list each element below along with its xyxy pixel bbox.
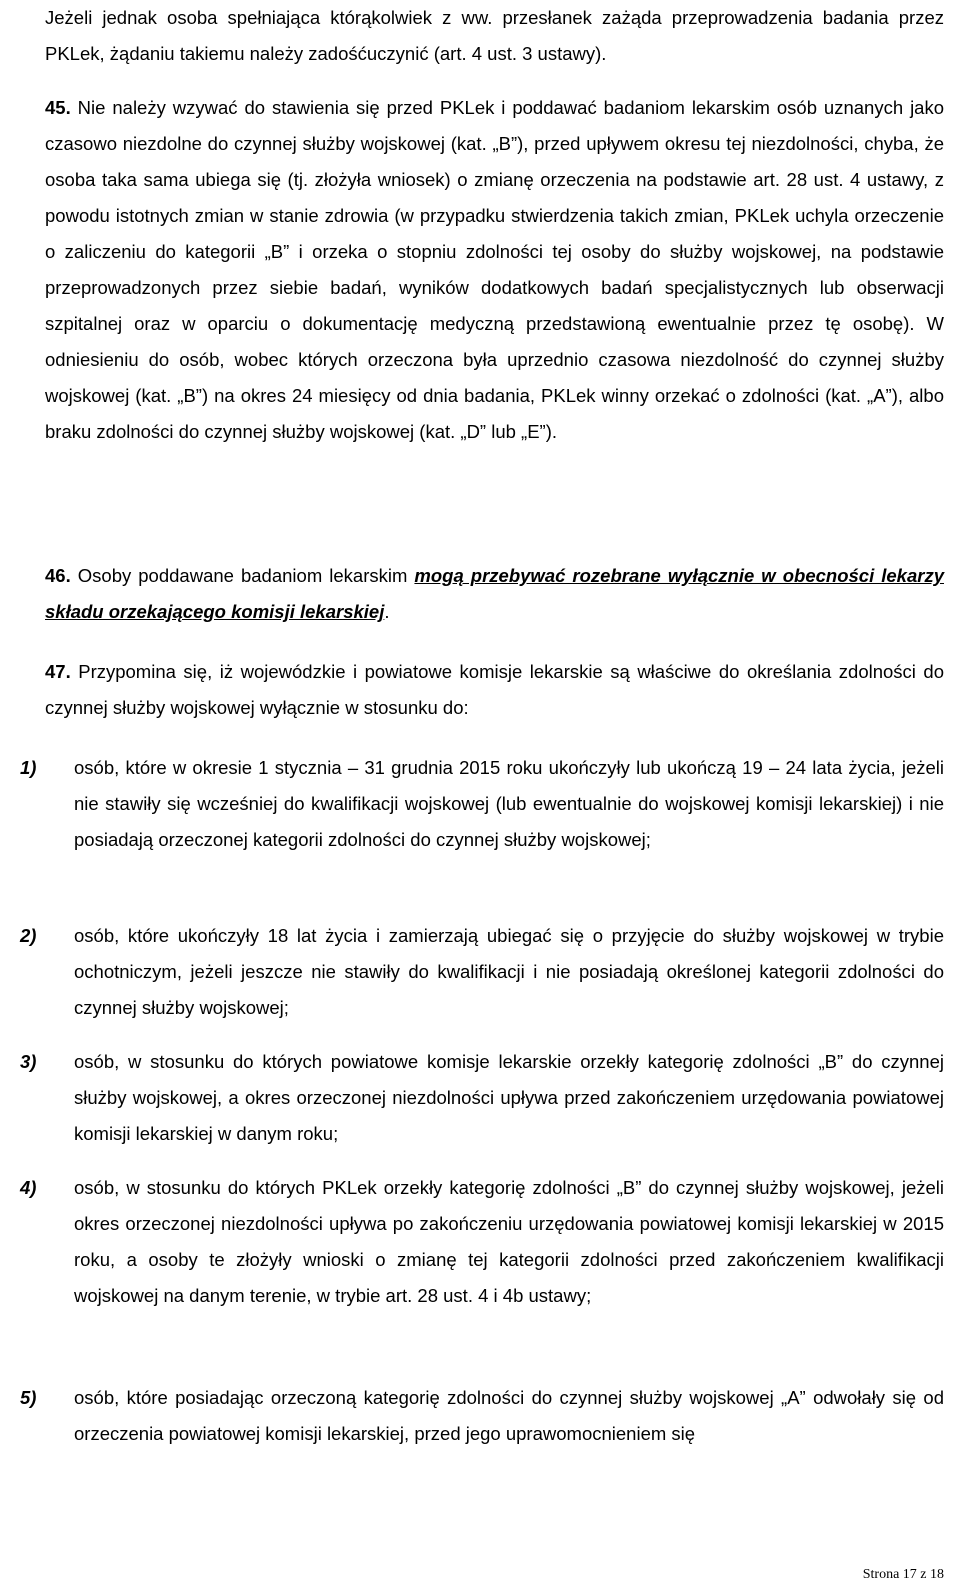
paragraph-45-number: 45. [45,97,71,118]
list-item-3-text: osób, w stosunku do których powiatowe komisje lekarskie orzekły kategorię zdolności „B” do czynnej służby wojskowej, a okres orzeczonej niezdolności upływa przed zakończeniem urzędowania powiatowej komisji lekarskiej w danym roku; [74,1051,944,1144]
paragraph-45-text: Nie należy wzywać do stawienia się przed PKLek i poddawać badaniom lekarskim osób uznanych jako czasowo niezdolne do czynnej służby wojskowej (kat. „B”), przed upływem okresu tej niezdolności, chyba, że osoba taka sama ubiega się (tj. złożyła wniosek) o zmianę orzeczenia na podstawie art. 28 ust. 4 ustawy, z powodu istotnych zmian w stanie zdrowia (w przypadku stwierdzenia takich zmian, PKLek uchyla orzeczenie o zaliczeniu do kategorii „B” i orzeka o stopniu zdolności tej osoby do służby wojskowej, na podstawie przeprowadzonych przez siebie badań, wyników dodatkowych badań specjalistycznych lub obserwacji szpitalnej oraz w oparciu o dokumentację medyczną przedstawioną ewentualnie przez tę osobę). W odniesieniu do osób, wobec których orzeczona była uprzednio czasowa niezdolność do czynnej służby wojskowej (kat. „B”) na okres 24 miesięcy od dnia badania, PKLek winny orzekać o zdolności (kat. „A”), albo braku zdolności do czynnej służby wojskowej (kat. „D” lub „E”). [45,97,945,442]
paragraph-45 [45,90,944,450]
list-item-1-text: osób, które w okresie 1 stycznia – 31 grudnia 2015 roku ukończyły lub ukończą 19 – 24 lata życia, jeżeli nie stawiły się wcześniej do kwalifikacji wojskowej (lub ewentualnie do wojskowej komisji lekarskiej) i nie posiadają orzeczonej kategorii zdolności do czynnej służby wojskowej; [74,757,944,850]
list-item-2-text: osób, które ukończyły 18 lat życia i zamierzają ubiegać się o przyjęcie do służby wojskowej w trybie ochotniczym, jeżeli jeszcze nie stawiły do kwalifikacji i nie posiadają określonej kategorii zdolności do czynnej służby wojskowej; [74,925,944,1018]
list-item-4-text: osób, w stosunku do których PKLek orzekły kategorię zdolności „B” do czynnej służby wojskowej, jeżeli okres orzeczonej niezdolności upływa po zakończeniu urzędowania powiatowej komisji lekarskiej w 2015 roku, a osoby te złożyły wnioski o zmianę tej kategorii zdolności przed zakończeniem kwalifikacji wojskowej na danym terenie, w trybie art. 28 ust. 4 i 4b ustawy; [74,1177,944,1306]
list-item-3 [20,1044,944,1152]
paragraph-46-text-before: Osoby poddawane badaniom lekarskim [77,565,415,586]
paragraph-47 [45,654,944,726]
list-item-2-label: 2) [20,925,37,946]
paragraph-47-number: 47. [45,661,71,682]
list-item-2 [20,918,944,1026]
list-item-1 [20,750,944,858]
paragraph-47-text: Przypomina się, iż wojewódzkie i powiatowe komisje lekarskie są właściwe do określania zdolności do czynnej służby wojskowej wyłącznie w stosunku do: [45,661,945,718]
paragraph-46 [45,558,944,630]
intro-text: Jeżeli jednak osoba spełniająca którąkolwiek z ww. przesłanek zażąda przeprowadzenia badania przez PKLek, żądaniu takiemu należy zadośćuczynić (art. 4 ust. 3 ustawy). [45,7,944,64]
paragraph-46-emphasis: mogą przebywać rozebrane wyłącznie w obecności lekarzy składu orzekającego komisji lekarskiej [45,565,944,622]
list-item-5 [20,1380,944,1452]
paragraph-46-text-after: . [384,601,390,622]
list-item-4-label: 4) [20,1177,37,1198]
list-item-5-label: 5) [20,1387,37,1408]
page-number-footer: Strona 17 z 18 [862,1567,944,1582]
list-item-1-label: 1) [20,757,37,778]
intro-paragraph [45,0,944,72]
paragraph-46-number: 46. [45,565,71,586]
list-item-5-text: osób, które posiadając orzeczoną kategorię zdolności do czynnej służby wojskowej „A” odwołały się od orzeczenia powiatowej komisji lekarskiej, przed jego uprawomocnieniem się [74,1387,944,1444]
list-item-3-label: 3) [20,1051,37,1072]
list-item-4 [20,1170,944,1314]
